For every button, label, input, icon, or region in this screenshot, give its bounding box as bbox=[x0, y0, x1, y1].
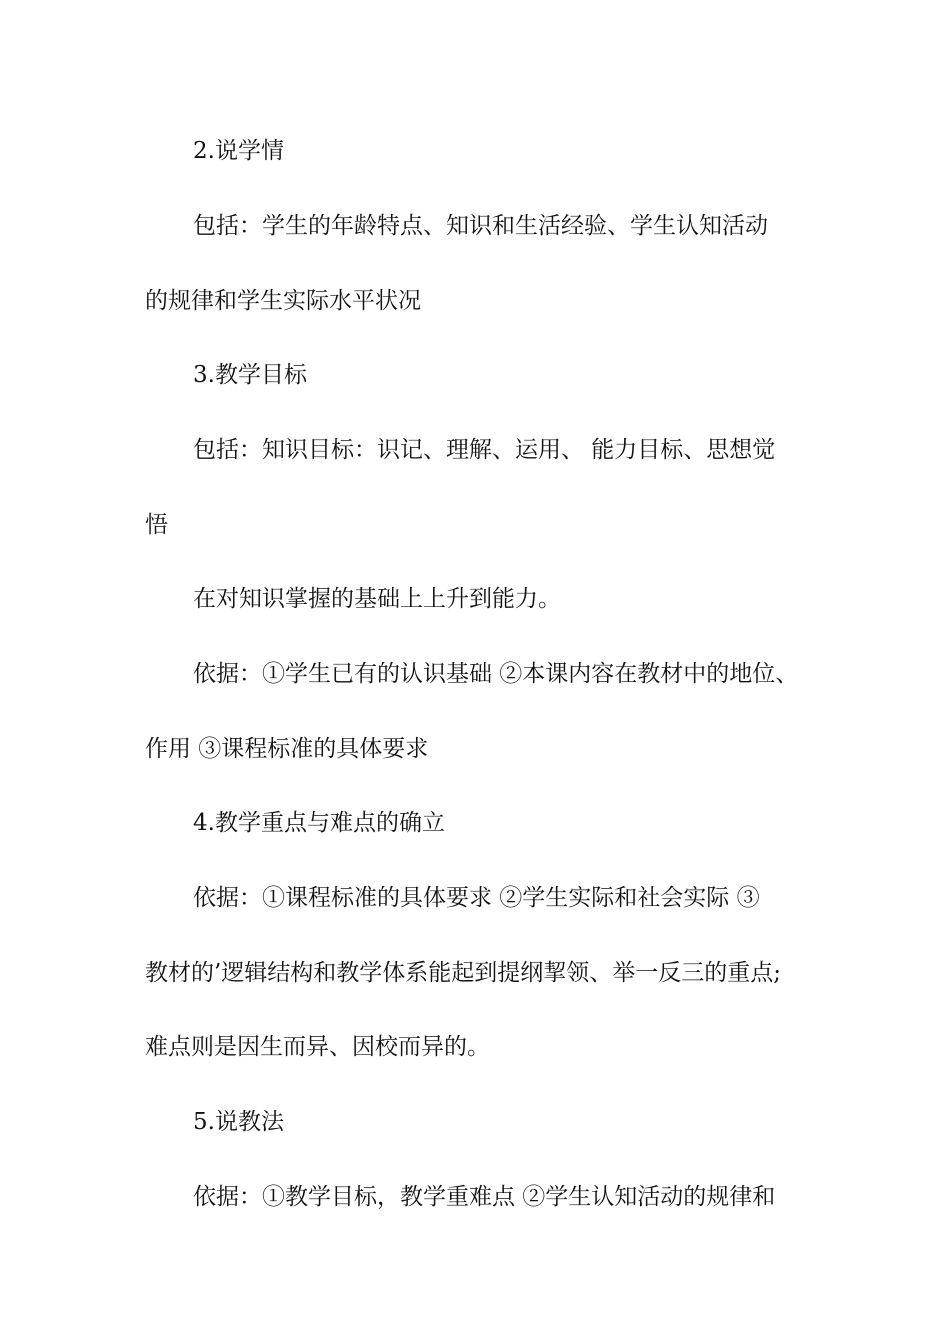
paragraph-line: 教材的’逻辑结构和教学体系能起到提纲挈领、举一反三的重点; bbox=[145, 960, 782, 986]
paragraph-line: 依据：①课程标准的具体要求 ②学生实际和社会实际 ③ bbox=[193, 885, 760, 911]
paragraph-line: 依据：①学生已有的认识基础 ②本课内容在教材中的地位、 bbox=[193, 661, 799, 687]
paragraph-line: 的规律和学生实际水平状况 bbox=[145, 288, 421, 314]
section-heading-learner-analysis: 2.说学情 bbox=[193, 138, 284, 164]
paragraph-line: 作用 ③课程标准的具体要求 bbox=[145, 736, 429, 762]
paragraph-line: 包括：知识目标：识记、理解、运用、 能力目标、思想觉 bbox=[193, 437, 776, 463]
section-heading-teaching-methods: 5.说教法 bbox=[193, 1109, 284, 1135]
section-heading-teaching-goals: 3.教学目标 bbox=[193, 362, 307, 388]
paragraph-line: 在对知识掌握的基础上上升到能力。 bbox=[193, 586, 561, 612]
paragraph-line: 依据：①教学目标，教学重难点 ②学生认知活动的规律和 bbox=[193, 1184, 776, 1210]
paragraph-line: 难点则是因生而异、因校而异的。 bbox=[145, 1034, 490, 1060]
paragraph-line: 悟 bbox=[145, 512, 168, 538]
section-heading-key-points: 4.教学重点与难点的确立 bbox=[193, 810, 445, 836]
paragraph-line: 包括：学生的年龄特点、知识和生活经验、学生认知活动 bbox=[193, 213, 768, 239]
